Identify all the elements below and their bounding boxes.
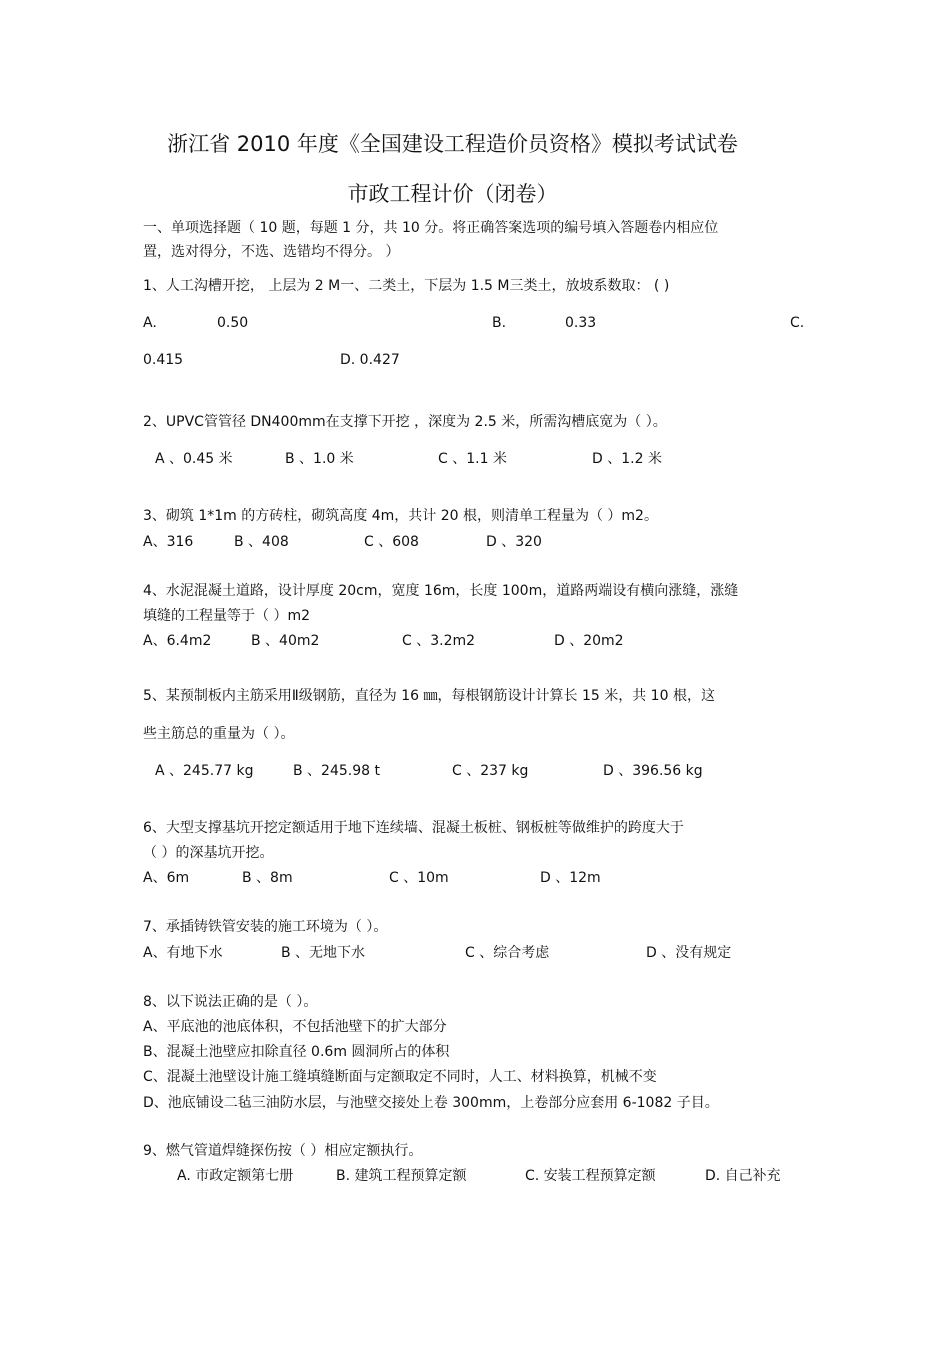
question-5-option-b: B 、245.98 t: [293, 763, 380, 779]
question-5-option-d: D 、396.56 kg: [603, 763, 703, 779]
question-4-stem-line-2: 填缝的工程量等于（ ）m2: [143, 608, 310, 624]
question-9-option-d: D. 自己补充: [705, 1168, 781, 1184]
question-6-option-a: A、6m: [143, 870, 190, 886]
question-2-option-c: C 、1.1 米: [438, 451, 507, 467]
question-2-option-b: B 、1.0 米: [285, 451, 354, 467]
question-5-stem-line-2: 些主筋总的重量为（ ）。: [143, 726, 295, 742]
document-title: 浙江省 2010 年度《全国建设工程造价员资格》模拟考试试卷: [167, 132, 738, 156]
question-3-stem: 3、砌筑 1*1m 的方砖柱，砌筑高度 4m，共计 20 根，则清单工程量为（ ）m2。: [143, 508, 658, 524]
question-2-option-a: A 、0.45 米: [155, 451, 233, 467]
question-9-option-c: C. 安装工程预算定额: [525, 1168, 656, 1184]
question-9-option-a: A. 市政定额第七册: [177, 1168, 294, 1184]
question-4-option-d: D 、20m2: [554, 633, 624, 649]
question-1-option-b-label: B.: [492, 315, 507, 331]
document-subtitle: 市政工程计价（闭卷）: [347, 182, 558, 206]
question-9-option-b: B. 建筑工程预算定额: [336, 1168, 467, 1184]
question-2-stem: 2、UPVC管管径 DN400mm在支撑下开挖 ，深度为 2.5 米，所需沟槽底宽为（ ）。: [143, 414, 667, 430]
section-intro-line-1: 一、单项选择题（ 10 题，每题 1 分，共 10 分。将正确答案选项的编号填入答题卷内相应位: [143, 220, 719, 236]
question-8-stem: 8、以下说法正确的是（ ）。: [143, 994, 318, 1010]
question-1-option-d: D. 0.427: [340, 352, 400, 368]
question-7-option-b: B 、无地下水: [281, 945, 366, 961]
question-6-option-c: C 、10m: [389, 870, 449, 886]
section-intro-line-2: 置，选对得分，不选、选错均不得分。 ）: [143, 244, 400, 260]
question-6-option-b: B 、8m: [242, 870, 293, 886]
question-1-option-a-label: A.: [143, 315, 157, 331]
question-4-option-a: A、6.4m2: [143, 633, 212, 649]
question-1-stem: 1、人工沟槽开挖， 上层为 2 M一、二类土，下层为 1.5 M三类土，放坡系数取： ( ): [143, 278, 670, 294]
question-8-option-d: D、池底铺设二毡三油防水层，与池壁交接处上卷 300mm，上卷部分应套用 6-1082 子目。: [143, 1095, 719, 1111]
question-4-stem-line-1: 4、水泥混凝土道路，设计厚度 20cm，宽度 16m，长度 100m，道路两端设有横向涨缝，涨缝: [143, 583, 739, 599]
question-7-option-a: A、有地下水: [143, 945, 223, 961]
question-3-option-b: B 、408: [234, 534, 289, 550]
question-9-stem: 9、燃气管道焊缝探伤按（ ）相应定额执行。: [143, 1143, 423, 1159]
question-3-option-d: D 、320: [486, 534, 542, 550]
question-5-option-a: A 、245.77 kg: [155, 763, 254, 779]
question-8-option-c: C、混凝土池壁设计施工缝填缝断面与定额取定不同时，人工、材料换算，机械不变: [143, 1069, 657, 1085]
question-7-option-d: D 、没有规定: [646, 945, 732, 961]
question-1-option-b-value: 0.33: [565, 315, 597, 331]
question-6-stem-line-1: 6、大型支撑基坑开挖定额适用于地下连续墙、混凝土板桩、钢板桩等做维护的跨度大于: [143, 820, 684, 836]
question-7-stem: 7、承插铸铁管安装的施工环境为（ ）。: [143, 919, 388, 935]
question-2-option-d: D 、1.2 米: [592, 451, 662, 467]
question-5-option-c: C 、237 kg: [452, 763, 529, 779]
question-3-option-a: A、316: [143, 534, 194, 550]
question-6-stem-line-2: （ ）的深基坑开挖。: [143, 845, 274, 861]
question-1-option-a-value: 0.50: [217, 315, 249, 331]
question-4-option-b: B 、40m2: [251, 633, 320, 649]
question-8-option-b: B、混凝土池壁应扣除直径 0.6m 圆洞所占的体积: [143, 1044, 450, 1060]
question-6-option-d: D 、12m: [540, 870, 601, 886]
question-1-option-c-value: 0.415: [143, 352, 184, 368]
question-3-option-c: C 、608: [364, 534, 419, 550]
question-1-option-c-label: C.: [790, 315, 805, 331]
question-5-stem-line-1: 5、某预制板内主筋采用Ⅱ级钢筋，直径为 16 ㎜，每根钢筋设计计算长 15 米，共 10 根，这: [143, 688, 715, 704]
question-4-option-c: C 、3.2m2: [402, 633, 476, 649]
question-7-option-c: C 、综合考虑: [465, 945, 550, 961]
question-8-option-a: A、平底池的池底体积，不包括池壁下的扩大部分: [143, 1019, 447, 1035]
